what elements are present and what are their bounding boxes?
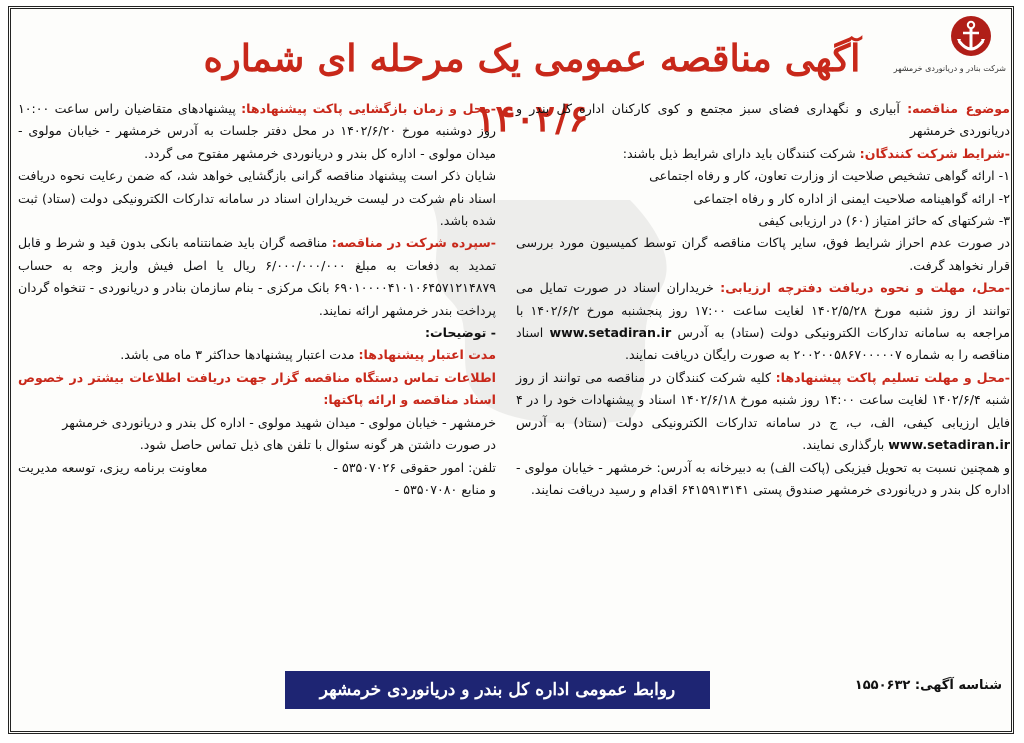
- organization-logo: [893, 14, 1006, 82]
- contact-question: در صورت داشتن هر گونه سئوال با تلفن های ذیل تماس حاصل شود.: [139, 437, 496, 453]
- explanations-label: - توضیحات:: [424, 325, 496, 341]
- opening-text: پیشنهادهای متقاضیان راس ساعت ۱۰:۰۰ روز دوشنبه مورخ ۱۴۰۲/۶/۲۰ در محل دفتر جلسات به آدرس خرمشهر - خیابان مولوی - میدان مولوی - اداره کل بندر و دریانوردی خرمشهر مفتوح می گردد.: [18, 101, 496, 161]
- physical-delivery-paragraph: و همچنین نسبت به تحویل فیزیکی (پاکت الف) به دبیرخانه به آدرس: خرمشهر - خیابان مولوی - اداره کل بندر و دریانوردی خرمشهر صندوق پستی ۶۴۱۵۹۱۳۱۴۱ اقدام و رسید دریافت نمایند.: [516, 459, 1010, 497]
- submit-label: -محل و مهلت تسلیم پاکت پیشنهادها:: [775, 369, 1010, 385]
- docs-text: خریداران اسناد در صورت تمایل می توانند از روز شنبه مورخ ۱۴۰۲/۵/۲۸ لغایت ساعت ۱۷:۰۰ روز پنجشنبه مورخ ۱۴۰۲/۶/۲ با مراجعه به سامانه تدارکات الکترونیکی دولت (ستاد) به آدرس: [516, 280, 1010, 341]
- page-title: آگهی مناقصه عمومی یک مرحله ای شماره ۱۴۰۲/۶: [203, 36, 861, 140]
- phone-line: [18, 457, 496, 479]
- phone-resources: و منابع ۵۳۵۰۷۰۸۰ -: [394, 481, 496, 497]
- opening-note: شایان ذکر است پیشنهاد مناقصه گرانی بازگشایی خواهد شد، که ضمن رعایت نحوه دریافت اسناد نام شرکت در لیست خریداران اسناد در سامانه تدارکات الکترونیکی دولت (ستاد) ثبت شده باشد.: [18, 168, 496, 229]
- notice-id: شناسه آگهی: ۱۵۵۰۶۳۲: [854, 678, 1002, 693]
- contact-address: خرمشهر - خیابان مولوی - میدان شهید مولوی - اداره کل بندر و دریانوردی خرمشهر: [62, 414, 496, 430]
- docs-label: -محل، مهلت و نحوه دریافت دفترچه ارزیابی:: [720, 280, 1010, 296]
- validity-text: مدت اعتبار پیشنهادها حداکثر ۳ ماه می باشد.: [120, 347, 355, 363]
- right-column: [516, 98, 1010, 501]
- condition-item: ۲- ارائه گواهینامه صلاحیت ایمنی از اداره کار و رفاه اجتماعی: [693, 190, 1010, 206]
- phone-legal: تلفن: امور حقوقی ۵۳۵۰۷۰۲۶ -: [333, 459, 496, 475]
- condition-item: ۳- شرکتهای که حائز امتیاز (۶۰) در ارزیابی کیفی: [758, 213, 1010, 229]
- deposit-text: مناقصه گران باید ضمانتنامه بانکی بدون قید و شرط و قابل تمدید به دفعات به مبلغ ۶/۰۰۰/۰۰۰/۰۰۰ ریال یا اصل فیش واریز وجه به حساب ۶۹۰۱۰۰۰۰۴۱۰۱۰۶۴۵۷۱۲۱۴۸۷۹ بانک مرکزی - بنام سازمان بنادر و دریانوردی - تنخواه گردان پرداخت بندر خرمشهر ارائه نمایند.: [18, 235, 496, 318]
- anchor-emblem-icon: [949, 14, 993, 60]
- deposit-paragraph: [18, 232, 496, 322]
- setad-link[interactable]: www.setadiran.ir: [888, 437, 1010, 453]
- setad-link[interactable]: www.setadiran.ir: [549, 325, 672, 341]
- subject-text: آبیاری و نگهداری فضای سبز مجتمع و کوی کارکنان اداره کل بندر و دریانوردی خرمشهر: [516, 101, 1010, 139]
- phone-department: معاونت برنامه ریزی، توسعه مدیریت: [18, 459, 208, 475]
- submit-text: کلیه شرکت کنندگان در مناقصه می توانند از روز شنبه ۱۴۰۲/۶/۴ لغایت ساعت ۱۴:۰۰ روز شنبه مورخ ۱۴۰۲/۶/۱۸ اسناد و پیشنهادات خود را در ۴ فایل ارزیابی کیفی، الف، ب، ج در سامانه تدارکات الکترونیکی دولت (ستاد) به آدرس: [516, 369, 1010, 430]
- condition-item: ۱- ارائه گواهی تشخیص صلاحیت از وزارت تعاون، کار و رفاه اجتماعی: [649, 168, 1010, 184]
- subject-paragraph: [516, 98, 1010, 143]
- validity-label: مدت اعتبار پیشنهادها:: [358, 347, 496, 363]
- left-column: [18, 98, 496, 501]
- opening-label: -محل و زمان بازگشایی پاکت پیشنهادها:: [241, 101, 496, 116]
- submit-paragraph: [516, 367, 1010, 457]
- submit-text-end: بارگذاری نمایند.: [802, 437, 885, 453]
- logo-caption: شرکت بنادر و دریانوردی خرمشهر: [893, 64, 1006, 73]
- public-relations-banner: روابط عمومی اداره کل بندر و دریانوردی خرمشهر: [285, 671, 710, 709]
- subject-label: موضوع مناقصه:: [907, 101, 1010, 116]
- contact-label: اطلاعات تماس دستگاه مناقصه گزار جهت دریافت اطلاعات بیشتر در خصوص اسناد مناقصه و ارائه پاکتها:: [18, 369, 496, 408]
- conditions-note: در صورت عدم احراز شرایط فوق، سایر پاکات مناقصه گران توسط کمیسیون مورد بررسی قرار نخواهد گرفت.: [516, 235, 1010, 273]
- validity-paragraph: [18, 344, 496, 366]
- docs-paragraph: [516, 277, 1010, 367]
- conditions-intro: شرکت کنندگان باید دارای شرایط ذیل باشند:: [622, 145, 856, 161]
- docs-text-end: اسناد مناقصه را به شماره ۲۰۰۲۰۰۵۸۶۷۰۰۰۰۰۷ به صورت رایگان دریافت نمایند.: [516, 325, 1010, 363]
- opening-paragraph: [18, 98, 496, 165]
- conditions-label: -شرایط شرکت کنندگان:: [859, 145, 1010, 161]
- deposit-label: -سپرده شرکت در مناقصه:: [331, 235, 496, 251]
- conditions-paragraph: [516, 143, 1010, 165]
